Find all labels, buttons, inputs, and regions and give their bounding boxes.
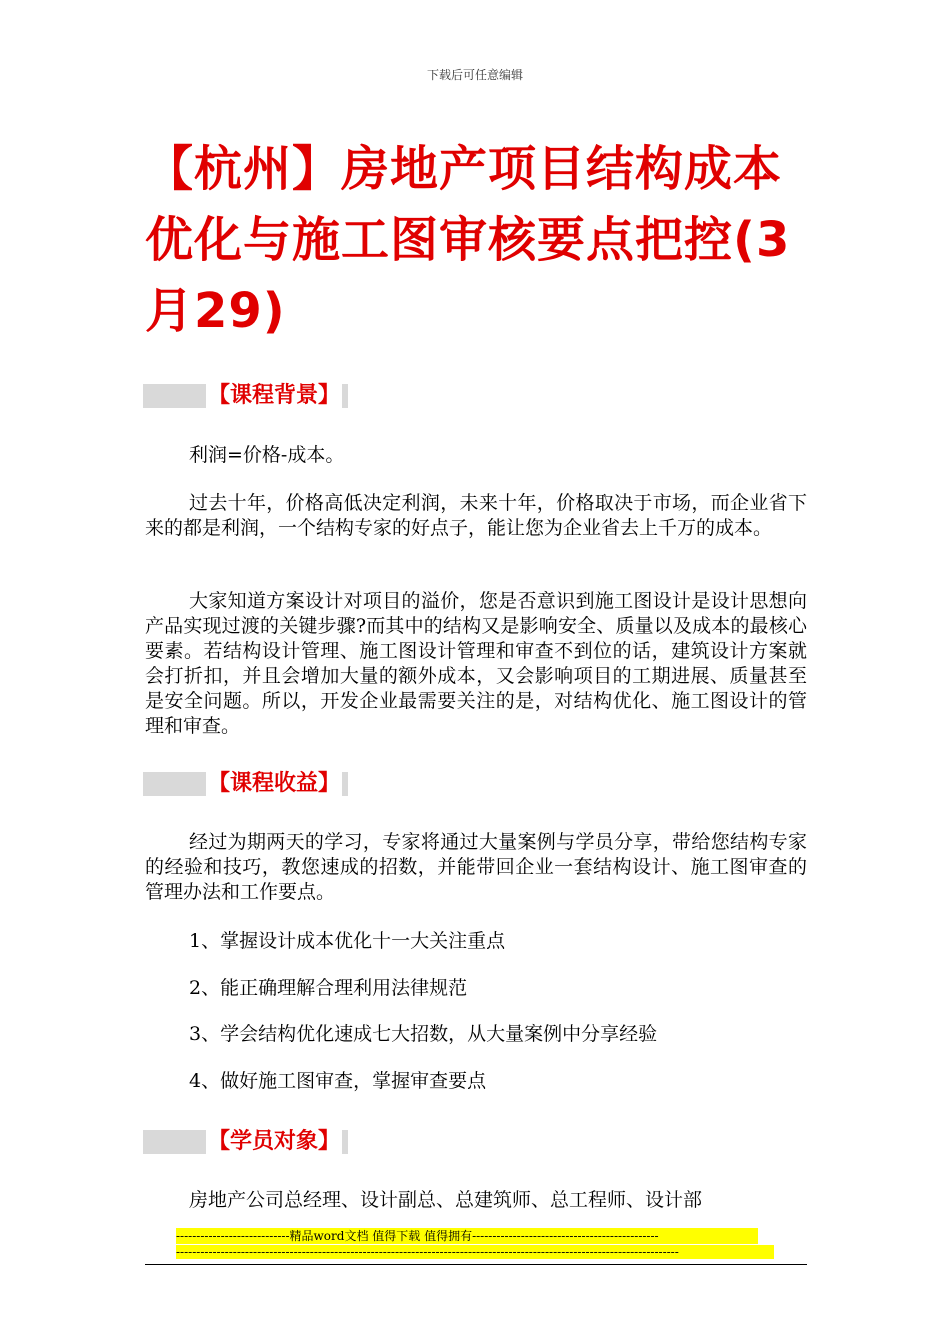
footer-dash-line: ---------------------------------------------------------------------------------------------------------------------------- — [176, 1245, 774, 1259]
page-header-note: 下载后可任意编辑 — [426, 68, 523, 82]
paragraph-audience: 房地产公司总经理、设计副总、总建筑师、总工程师、设计部 — [189, 1189, 703, 1211]
section-heading-benefits: 【课程收益】 — [206, 769, 342, 799]
paragraph-benefits: 经过为期两天的学习，专家将通过大量案例与学员分享，带给您结构专家的经验和技巧，教您速成的招数，并能带回企业一套结构设计、施工图审查的管理办法和工作要点。 — [145, 831, 807, 903]
paragraph-profit-formula: 利润=价格-成本。 — [189, 444, 345, 466]
section-heading-background: 【课程背景】 — [206, 381, 342, 411]
section-heading-bar — [143, 1130, 348, 1154]
paragraph-background-1: 过去十年，价格高低决定利润，未来十年，价格取决于市场，而企业省下来的都是利润，一个结构专家的好点子，能让您为企业省去上千万的成本。 — [145, 492, 807, 539]
footer-watermark-line: ----------------------------精品word文档 值得下载 值得拥有---------------------------------------------- — [176, 1228, 758, 1244]
list-item: 3、学会结构优化速成七大招数，从大量案例中分享经验 — [189, 1023, 658, 1045]
document-title: 【杭州】房地产项目结构成本优化与施工图审核要点把控(3月29) — [145, 141, 791, 339]
list-item: 2、能正确理解合理利用法律规范 — [189, 977, 468, 999]
list-item: 4、做好施工图审查，掌握审查要点 — [189, 1070, 487, 1092]
paragraph-background-2: 大家知道方案设计对项目的溢价，您是否意识到施工图设计是设计思想向产品实现过渡的关键步骤?而其中的结构又是影响安全、质量以及成本的最核心要素。若结构设计管理、施工图设计管理和审查不到位的话，建筑设计方案就会打折扣，并且会增加大量的额外成本，又会影响项目的工期进展、质量甚至是安全问题。所以，开发企业最需要关注的是，对结构优化、施工图设计的管理和审查。 — [145, 590, 807, 737]
section-heading-bar — [143, 772, 348, 796]
section-heading-bar — [143, 384, 348, 408]
footer-rule — [145, 1264, 807, 1265]
section-heading-audience: 【学员对象】 — [206, 1127, 342, 1157]
list-item: 1、掌握设计成本优化十一大关注重点 — [189, 930, 506, 952]
